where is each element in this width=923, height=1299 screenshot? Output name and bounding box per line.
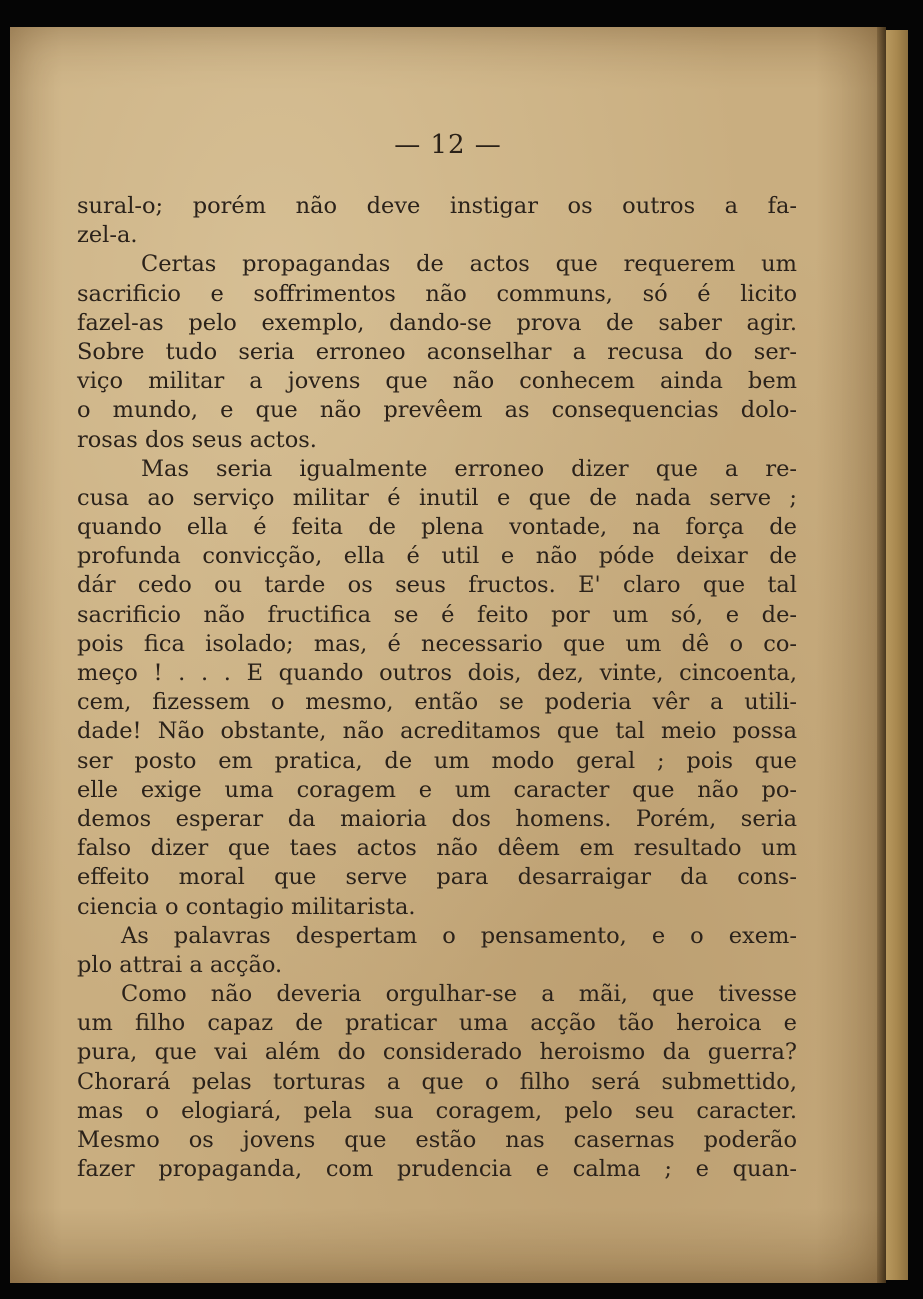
text-line: plo attrai a acção. [77, 951, 283, 978]
text-line: mas o elogiará, pela sua coragem, pelo seu caracter. [77, 1097, 797, 1124]
text-line: falso dizer que taes actos não dêem em resultado um [77, 835, 797, 862]
body-text [77, 192, 797, 1184]
text-line: Mas seria igualmente erroneo dizer que a re- [141, 455, 797, 482]
text-line: fazel-as pelo exemplo, dando-se prova de saber agir. [77, 309, 797, 336]
text-line: pura, que vai além do considerado heroismo da guerra? [77, 1039, 797, 1066]
text-line: o mundo, e que não prevêem as consequencias dolo- [77, 397, 797, 424]
text-line: elle exige uma coragem e um caracter que não po- [77, 776, 797, 803]
text-line: pois fica isolado; mas, é necessario que um dê o co- [77, 630, 797, 657]
text-line: zel-a. [77, 222, 138, 249]
page-gutter-shadow [877, 27, 886, 1283]
text-line: ciencia o contagio militarista. [77, 893, 416, 920]
book-page [10, 27, 886, 1283]
text-line: profunda convicção, ella é util e não póde deixar de [77, 543, 797, 570]
text-line: viço militar a jovens que não conhecem ainda bem [77, 368, 797, 395]
text-line: sural-o; porém não deve instigar os outros a fa- [77, 193, 797, 219]
text-line: dade! Não obstante, não acreditamos que tal meio possa [77, 718, 797, 745]
text-line: Como não deveria orgulhar-se a mãi, que tivesse [121, 981, 797, 1008]
text-line: cem, fizessem o mesmo, então se poderia vêr a utili- [77, 689, 797, 716]
text-line: meço ! . . . E quando outros dois, dez, vinte, cincoenta, [77, 660, 797, 686]
text-line: ser posto em pratica, de um modo geral ; pois que [77, 747, 797, 774]
text-line: demos esperar da maioria dos homens. Porém, seria [77, 805, 797, 832]
text-line: dár cedo ou tarde os seus fructos. E' claro que tal [77, 572, 797, 599]
text-line: As palavras despertam o pensamento, e o exem- [121, 922, 797, 949]
text-line: Certas propagandas de actos que requerem um [141, 251, 797, 278]
text-line: Chorará pelas torturas a que o filho será submettido, [77, 1068, 797, 1095]
adjacent-page-edge [886, 30, 908, 1280]
text-line: Mesmo os jovens que estão nas casernas poderão [77, 1127, 797, 1153]
text-line: effeito moral que serve para desarraigar da cons- [77, 864, 797, 891]
text-line: um filho capaz de praticar uma acção tão heroica e [77, 1010, 797, 1037]
text-line: sacrificio não fructifica se é feito por um só, e de- [77, 601, 797, 628]
text-line: cusa ao serviço militar é inutil e que de nada serve ; [77, 484, 797, 511]
page-number: — 12 — [394, 130, 502, 160]
text-line: Sobre tudo seria erroneo aconselhar a recusa do ser- [77, 338, 797, 365]
text-line: quando ella é feita de plena vontade, na força de [77, 514, 797, 541]
text-line: fazer propaganda, com prudencia e calma ; e quan- [77, 1156, 797, 1183]
text-line: rosas dos seus actos. [77, 426, 317, 453]
text-line: sacrificio e soffrimentos não communs, só é licito [77, 280, 797, 307]
